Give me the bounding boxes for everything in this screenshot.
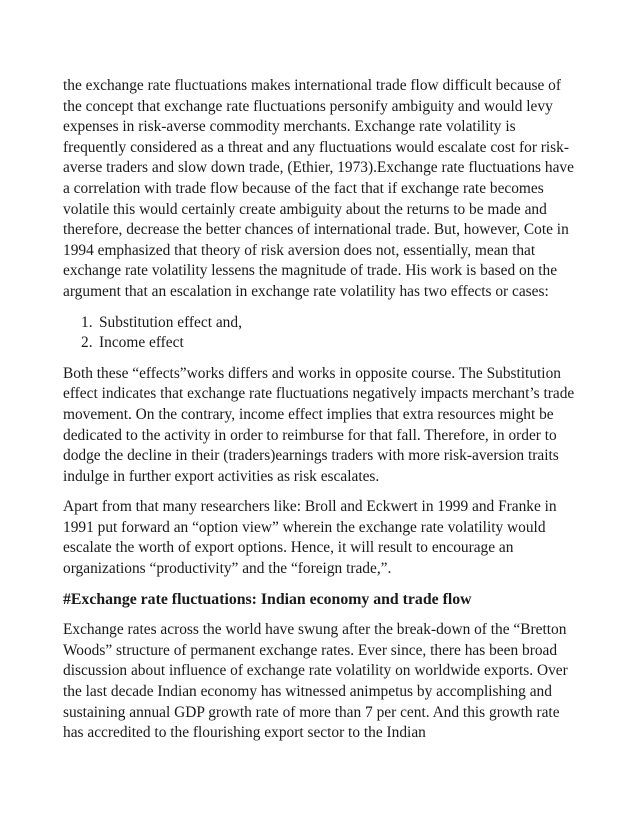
list-item-number: 1. — [81, 313, 93, 331]
list-item-number: 2. — [81, 334, 93, 352]
section-heading: #Exchange rate fluctuations: Indian economy and trade flow — [63, 590, 472, 608]
paragraph-2: Both these “effects”works differs and works in opposite course. The Substitution effect indicates that exchange rate fluctuations negatively impacts merchant’s trade movement. On the contrary, income effect implies that extra resources might be dedicated to the activity in order to reimburse for that fall. Therefore, in order to dodge the decline in their (traders)earnings traders with more risk-aversion traits indulge in further export activities as risk escalates. — [63, 364, 575, 485]
paragraph-3: Apart from that many researchers like: Broll and Eckwert in 1999 and Franke in 1991 put forward an “option view” wherein the exchange rate volatility would escalate the worth of export options. Hence, it will result to encourage an organizations “productivity” and the “foreign trade,”. — [63, 498, 557, 578]
effects-list — [63, 313, 579, 354]
list-item — [81, 313, 579, 334]
list-item-text: Income effect — [99, 334, 184, 352]
list-item — [81, 333, 579, 354]
list-item-text: Substitution effect and, — [99, 313, 242, 331]
paragraph-4: Exchange rates across the world have swung after the break-down of the “Bretton Woods” structure of permanent exchange rates. Ever since, there has been broad discussion about influence of exchange rate volatility on worldwide exports. Over the last decade Indian economy has witnessed animpetus by accomplishing and sustaining annual GDP growth rate of more than 7 per cent. And this growth rate has accredited to the flourishing export sector to the Indian — [63, 621, 568, 742]
paragraph-1: the exchange rate fluctuations makes international trade flow difficult because of the concept that exchange rate fluctuations personify ambiguity and would levy expenses in risk-averse commodity merchants. Exchange rate volatility is frequently considered as a threat and any fluctuations would escalate cost for risk-averse traders and slow down trade, (Ethier, 1973).Exchange rate fluctuations have a correlation with trade flow because of the fact that if exchange rate becomes volatile this would certainly create ambiguity about the returns to be made and therefore, decrease the better chances of international trade. But, however, Cote in 1994 emphasized that theory of risk aversion does not, essentially, mean that exchange rate volatility lessens the magnitude of trade. His work is based on the argument that an escalation in exchange rate volatility has two effects or cases: — [63, 77, 574, 300]
document-body — [63, 76, 579, 754]
